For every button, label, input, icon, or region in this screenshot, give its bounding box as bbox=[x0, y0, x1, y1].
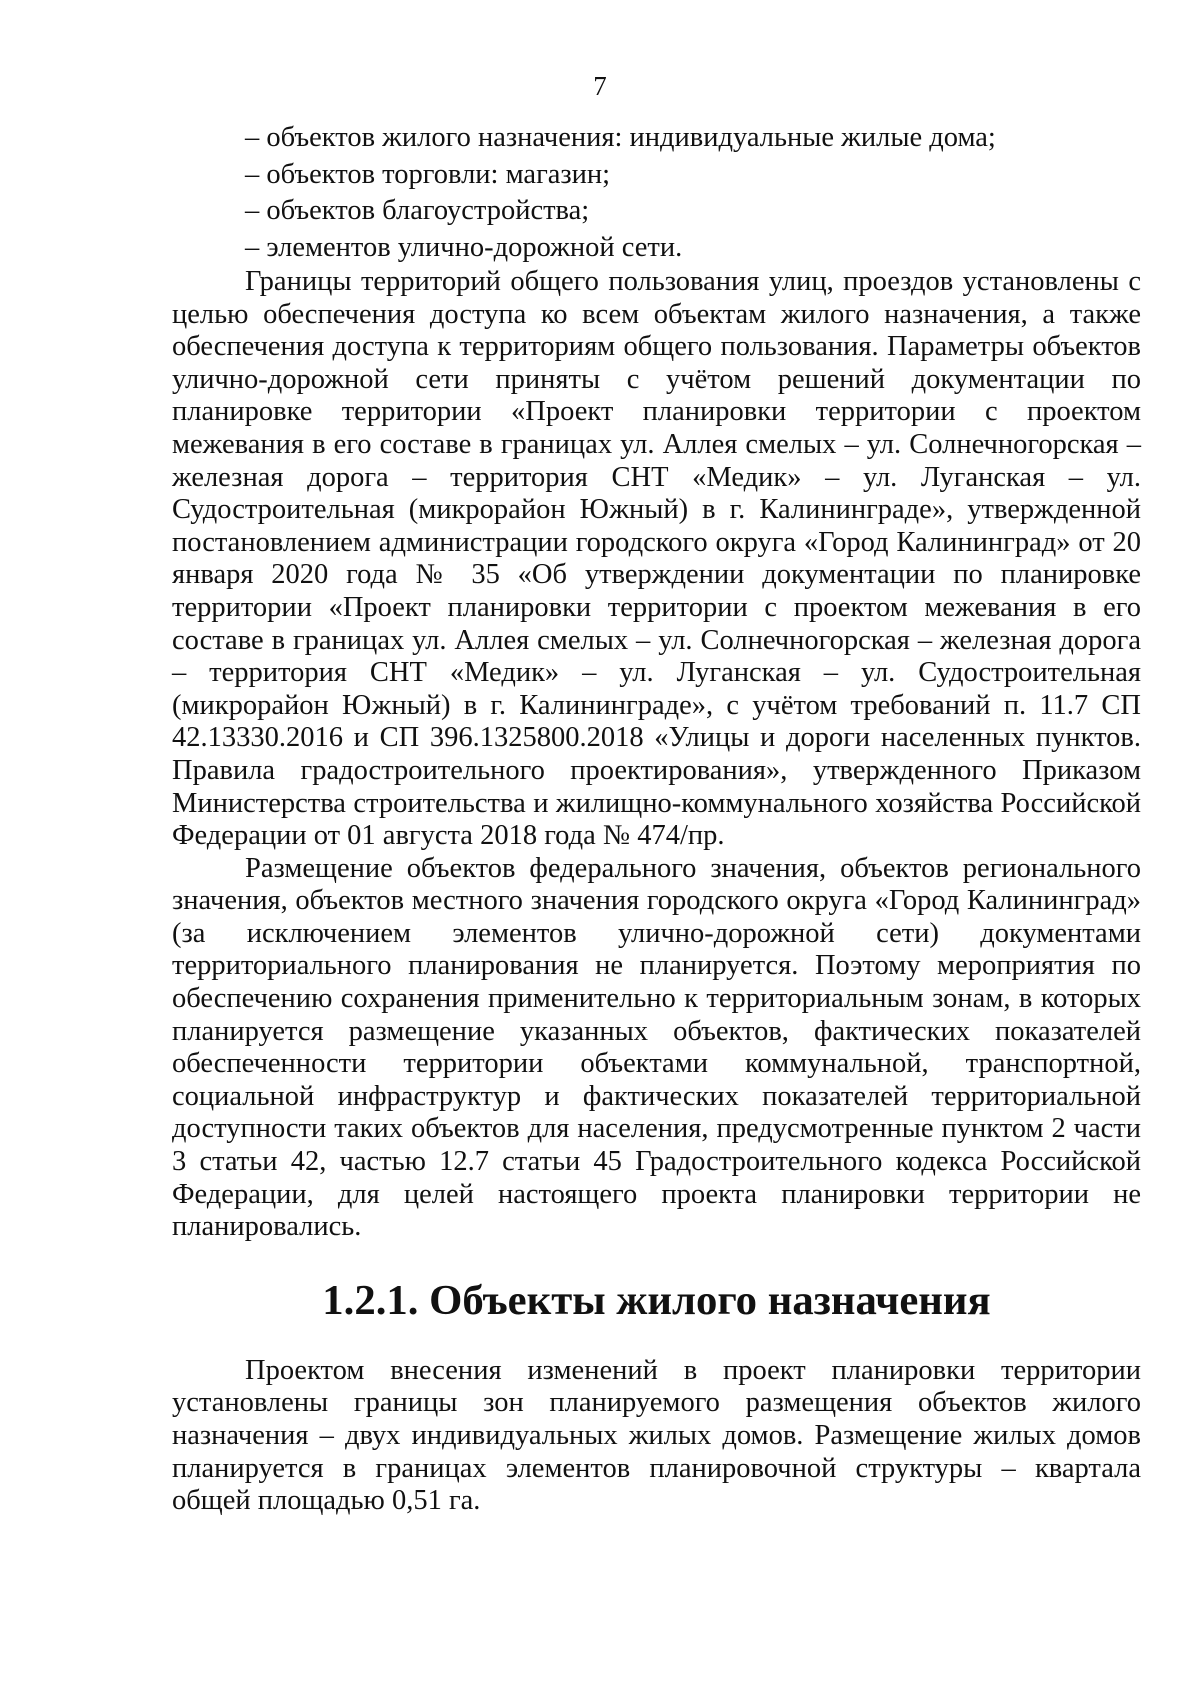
paragraph-street-boundaries: Границы территорий общего пользования улиц, проездов установлены с целью обеспечения доступа ко всем объектам жилого назначения, а также обеспечения доступа к территориям общего пользования. Параметры объектов улично-дорожной сети приняты с учётом решений документации по планировке территории «Проект планировки территории с проектом межевания в его составе в границах ул. Аллея смелых – ул. Солнечногорская – железная дорога – территория СНТ «Медик» – ул. Луганская – ул. Судостроительная (микрорайон Южный) в г. Калининграде», утвержденной постановлением администрации городского округа «Город Калининград» от 20 января 2020 года № 35 «Об утверждении документации по планировке территории «Проект планировки территории с проектом межевания в его составе в границах ул. Аллея смелых – ул. Солнечногорская – железная дорога – территория СНТ «Медик» – ул. Луганская – ул. Судостроительная (микрорайон Южный) в г. Калининграде», с учётом требований п. 11.7 СП 42.13330.2016 и СП 396.1325800.2018 «Улицы и дороги населенных пунктов. Правила градостроительного проектирования», утвержденного Приказом Министерства строительства и жилищно-коммунального хозяйства Российской Федерации от 01 августа 2018 года № 474/пр. bbox=[172, 266, 1141, 852]
list-item: – объектов благоустройства; bbox=[245, 195, 590, 226]
page-content bbox=[172, 120, 1141, 1518]
list-item: – объектов жилого назначения: индивидуальные жилые дома; bbox=[245, 122, 996, 153]
paragraph-federal-objects: Размещение объектов федерального значения, объектов регионального значения, объектов местного значения городского округа «Город Калининград» (за исключением элементов улично-дорожной сети) документами территориального планирования не планируется. Поэтому мероприятия по обеспечению сохранения применительно к территориальным зонам, в которых планируется размещение указанных объектов, фактических показателей обеспеченности территории объектами коммунальной, транспортной, социальной инфраструктур и фактических показателей территориальной доступности таких объектов для населения, предусмотренные пунктом 2 части 3 статьи 42, частью 12.7 статьи 45 Градостроительного кодекса Российской Федерации, для целей настоящего проекта планировки территории не планировались. bbox=[172, 852, 1141, 1243]
list-item: – элементов улично-дорожной сети. bbox=[245, 231, 683, 263]
section-heading: 1.2.1. Объекты жилого назначения bbox=[322, 1276, 991, 1324]
list-item: – объектов торговли: магазин; bbox=[245, 158, 611, 190]
objects-list bbox=[172, 120, 1141, 266]
paragraph-residential-zones: Проектом внесения изменений в проект планировки территории установлены границы зон планируемого размещения объектов жилого назначения – двух индивидуальных жилых домов. Размещение жилых домов планируется в границах элементов планировочной структуры – квартала общей площадью 0,51 га. bbox=[172, 1354, 1141, 1517]
page-number: 7 bbox=[593, 71, 607, 101]
